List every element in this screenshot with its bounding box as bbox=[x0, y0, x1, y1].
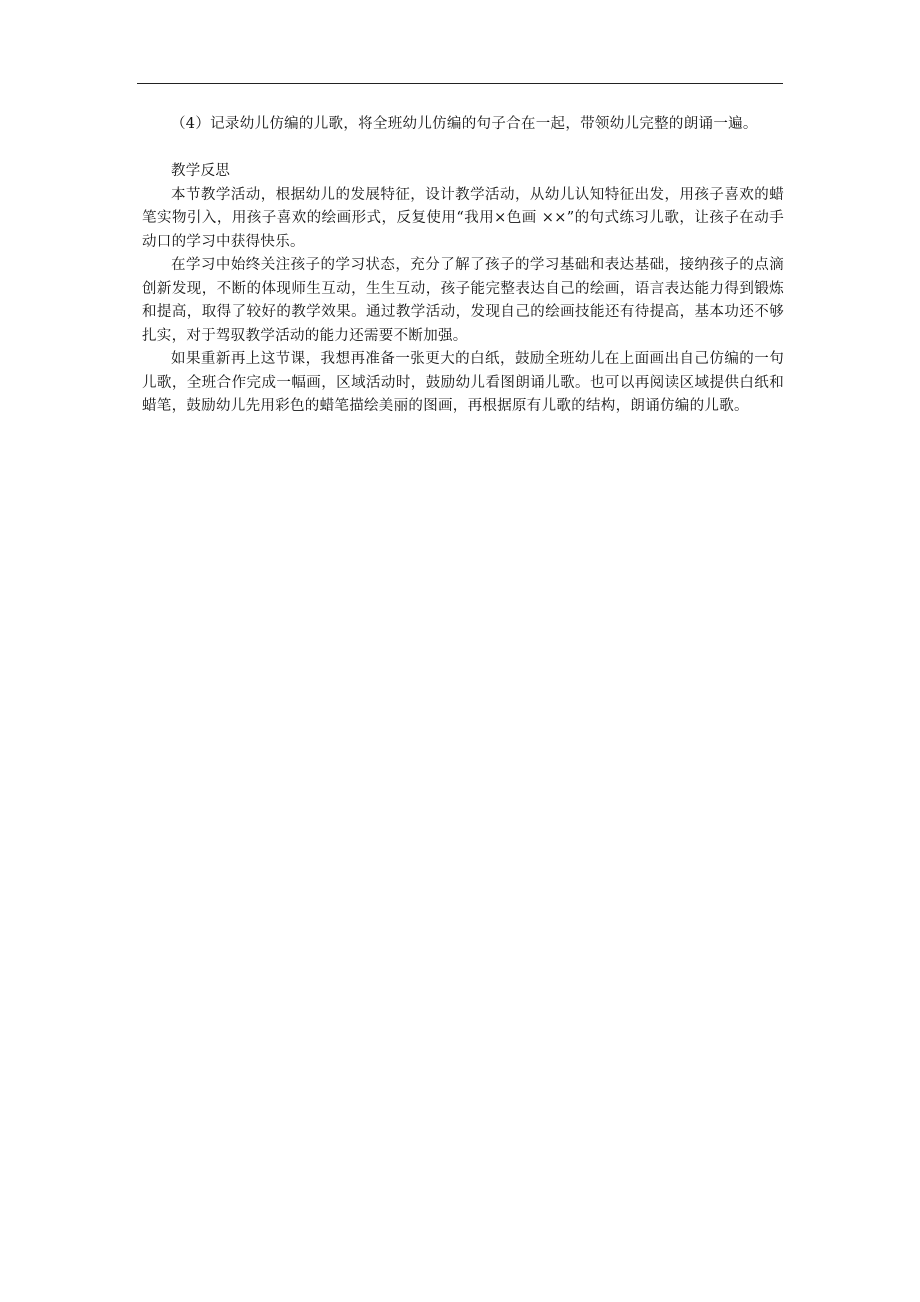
reflection-paragraph-3: 如果重新再上这节课，我想再准备一张更大的白纸，鼓励全班幼儿在上面画出自己仿编的一句儿歌，全班合作完成一幅画，区域活动时，鼓励幼儿看图朗诵儿歌。也可以再阅读区域提供白纸和蜡笔，鼓励幼儿先用彩色的蜡笔描绘美丽的图画，再根据原有儿歌的结构，朗诵仿编的儿歌。 bbox=[142, 351, 784, 414]
reflection-paragraph-1: 本节教学活动，根据幼儿的发展特征，设计教学活动，从幼儿认知特征出发，用孩子喜欢的蜡笔实物引入，用孩子喜欢的绘画形式，反复使用“我用×色画 ××”的句式练习儿歌，让孩子在动手动口的学习中获得快乐。 bbox=[142, 186, 784, 250]
document-body bbox=[142, 113, 784, 419]
header-rule bbox=[137, 83, 783, 84]
reflection-heading: 教学反思 bbox=[171, 163, 231, 179]
step-4-paragraph: （4）记录幼儿仿编的儿歌，将全班幼儿仿编的句子合在一起，带领幼儿完整的朗诵一遍。 bbox=[171, 116, 758, 132]
paragraph-gap bbox=[142, 137, 784, 161]
reflection-paragraph-2: 在学习中始终关注孩子的学习状态，充分了解了孩子的学习基础和表达基础，接纳孩子的点滴创新发现，不断的体现师生互动，生生互动，孩子能完整表达自己的绘画，语言表达能力得到锻炼和提高，取得了较好的教学效果。通过教学活动，发现自己的绘画技能还有待提高，基本功还不够扎实，对于驾驭教学活动的能力还需要不断加强。 bbox=[142, 257, 784, 344]
